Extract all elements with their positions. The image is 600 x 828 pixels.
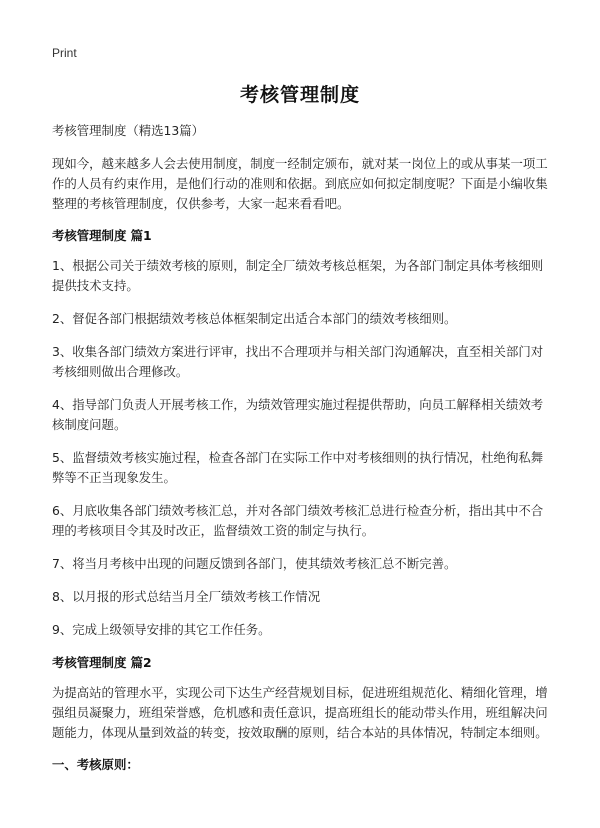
document-subtitle: 考核管理制度（精选13篇）: [52, 123, 205, 138]
document-title: 考核管理制度: [239, 84, 360, 106]
section-subheading: 一、考核原则：: [52, 757, 139, 772]
list-item: 7、将当月考核中出现的问题反馈到各部门，使其绩效考核汇总不断完善。: [52, 556, 457, 571]
list-item: 6、月底收集各部门绩效考核汇总，并对各部门绩效考核汇总进行检查分析，指出其中不合理的考核项目令其及时改正，监督绩效工资的制定与执行。: [52, 503, 544, 538]
section-heading: 考核管理制度 篇2: [52, 655, 152, 670]
intro-paragraph: 现如今，越来越多人会去使用制度，制度一经制定颁布，就对某一岗位上的或从事某一项工作的人员有约束作用，是他们行动的准则和依据。到底应如何拟定制度呢？下面是小编收集整理的考核管理制度，仅供参考，大家一起来看看吧。: [52, 156, 548, 211]
list-item: 9、完成上级领导安排的其它工作任务。: [52, 622, 271, 637]
list-item: 3、收集各部门绩效方案进行评审，找出不合理项并与相关部门沟通解决，直至相关部门对考核细则做出合理修改。: [52, 344, 544, 379]
document-body: [52, 121, 552, 785]
section-paragraph: 为提高站的管理水平，实现公司下达生产经营规划目标，促进班组规范化、精细化管理，增强组员凝聚力，班组荣誉感，危机感和责任意识，提高班组长的能动带头作用，班组解决问题能力，体现从量到效益的转变，按效取酬的原则，结合本站的具体情况，特制定本细则。: [52, 685, 548, 740]
print-label[interactable]: Print: [52, 46, 77, 60]
section-heading: 考核管理制度 篇1: [52, 228, 152, 243]
list-item: 5、监督绩效考核实施过程，检查各部门在实际工作中对考核细则的执行情况，杜绝徇私舞弊等不正当现象发生。: [52, 450, 544, 485]
list-item: 1、根据公司关于绩效考核的原则，制定全厂绩效考核总框架，为各部门制定具体考核细则提供技术支持。: [52, 258, 544, 293]
list-item: 4、指导部门负责人开展考核工作，为绩效管理实施过程提供帮助，向员工解释相关绩效考核制度问题。: [52, 397, 544, 432]
list-item: 8、以月报的形式总结当月全厂绩效考核工作情况: [52, 589, 321, 604]
list-item: 2、督促各部门根据绩效考核总体框架制定出适合本部门的绩效考核细则。: [52, 311, 457, 326]
